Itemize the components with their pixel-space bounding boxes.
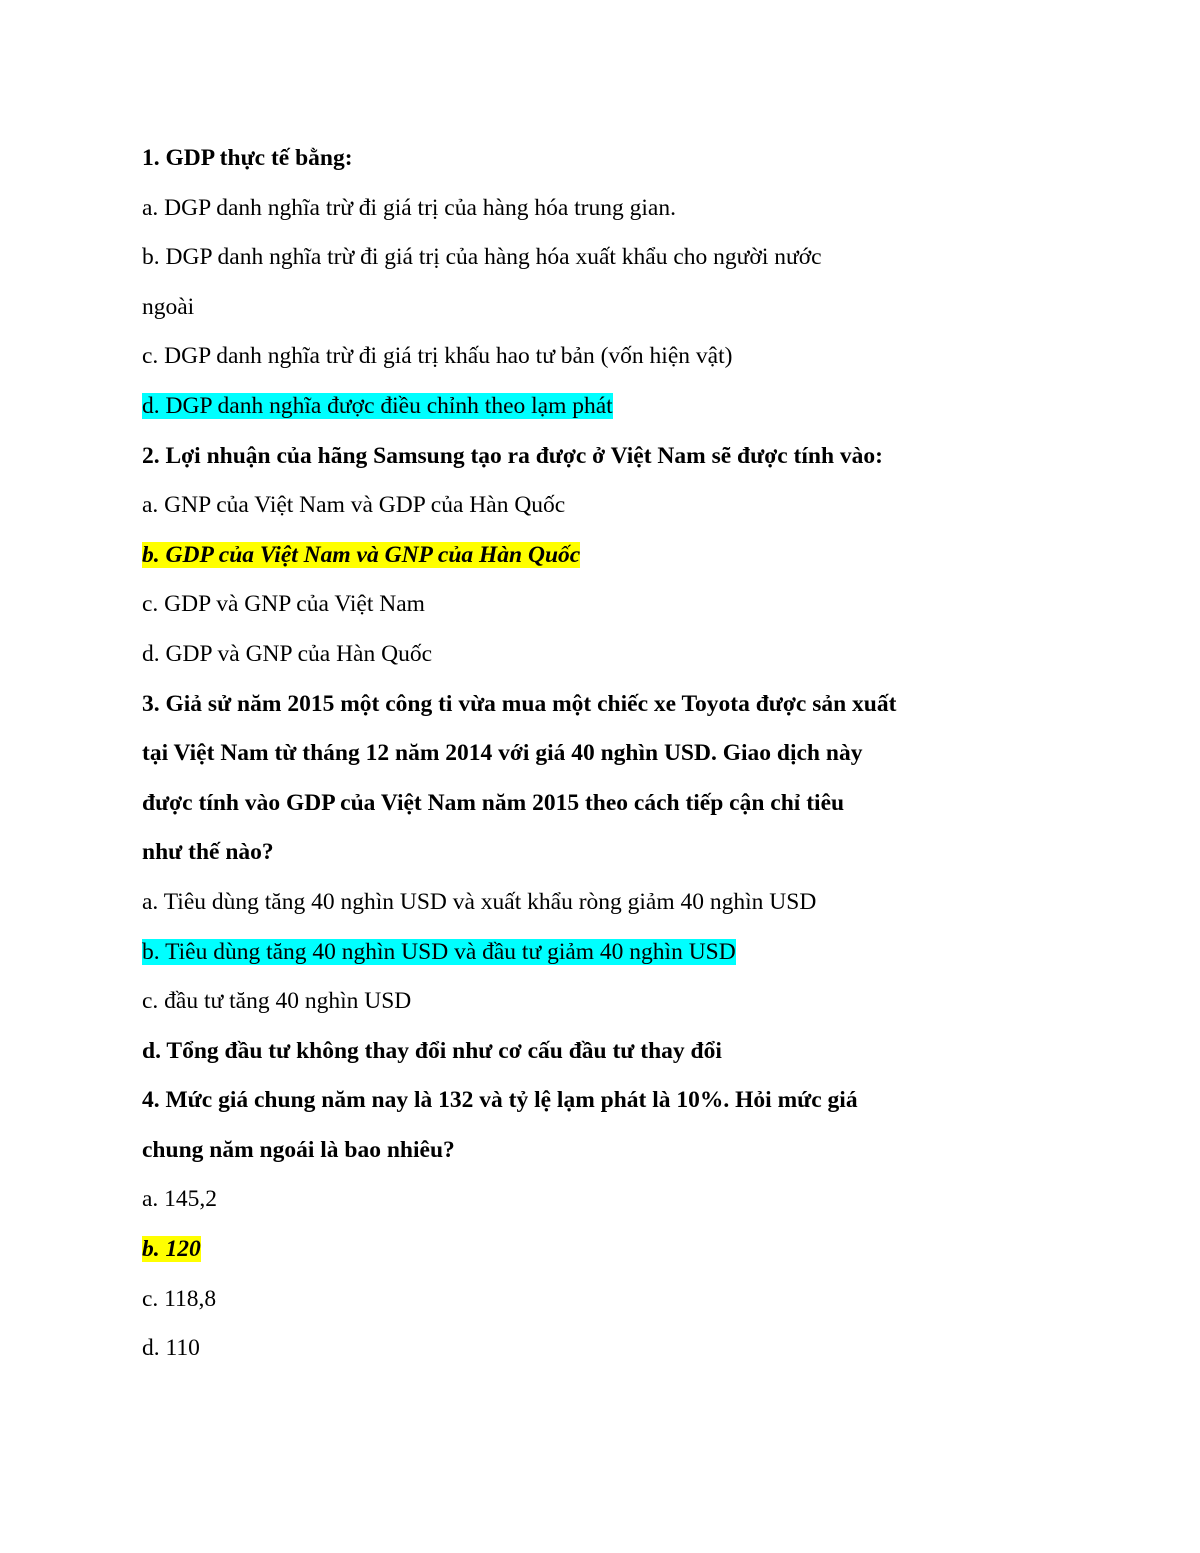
question-3-text-line-1: 3. Giả sử năm 2015 một công ti vừa mua một chiếc xe Toyota được sản xuất <box>142 690 897 717</box>
question-3-option-a: a. Tiêu dùng tăng 40 nghìn USD và xuất khẩu ròng giảm 40 nghìn USD <box>142 888 817 915</box>
answer-highlight: b. GDP của Việt Nam và GNP của Hàn Quốc <box>142 541 581 568</box>
question-1-option-c: c. DGP danh nghĩa trừ đi giá trị khấu hao tư bản (vốn hiện vật) <box>142 343 733 370</box>
question-2-text: 2. Lợi nhuận của hãng Samsung tạo ra được ở Việt Nam sẽ được tính vào: <box>142 442 883 469</box>
question-1-option-b-continued: ngoài <box>142 293 195 320</box>
question-4-option-b-answer <box>142 1225 1082 1275</box>
question-2-option-d: d. GDP và GNP của Hàn Quốc <box>142 640 432 667</box>
question-1-option-b: b. DGP danh nghĩa trừ đi giá trị của hàng hóa xuất khẩu cho người nước <box>142 244 822 271</box>
question-3-text-line-4: như thế nào? <box>142 839 274 866</box>
question-4-option-d: d. 110 <box>142 1335 200 1362</box>
answer-highlight: b. 120 <box>142 1236 201 1263</box>
question-4-text-line-2: chung năm ngoái là bao nhiêu? <box>142 1136 455 1163</box>
question-4-option-c: c. 118,8 <box>142 1285 217 1312</box>
question-1-text: 1. GDP thực tế bằng: <box>142 145 353 171</box>
question-3-option-d: d. Tổng đầu tư không thay đổi như cơ cấu đầu tư thay đổi <box>142 1037 722 1064</box>
question-1-option-d-answer <box>142 382 1082 432</box>
question-2-option-b-answer <box>142 531 1082 581</box>
answer-highlight: b. Tiêu dùng tăng 40 nghìn USD và đầu tư giảm 40 nghìn USD <box>142 938 736 965</box>
question-3-option-c: c. đầu tư tăng 40 nghìn USD <box>142 988 412 1015</box>
document-body <box>142 134 1082 1374</box>
answer-highlight: d. DGP danh nghĩa được điều chỉnh theo lạm phát <box>142 392 613 419</box>
question-4-option-a: a. 145,2 <box>142 1186 218 1213</box>
question-2-option-a: a. GNP của Việt Nam và GDP của Hàn Quốc <box>142 492 566 519</box>
question-3-text-line-2: tại Việt Nam từ tháng 12 năm 2014 với giá 40 nghìn USD. Giao dịch này <box>142 740 863 767</box>
question-2-option-c: c. GDP và GNP của Việt Nam <box>142 591 425 618</box>
question-4-text-line-1: 4. Mức giá chung năm nay là 132 và tỷ lệ lạm phát là 10%. Hỏi mức giá <box>142 1087 858 1114</box>
question-3-option-b-answer <box>142 928 1082 978</box>
question-3-text-line-3: được tính vào GDP của Việt Nam năm 2015 theo cách tiếp cận chỉ tiêu <box>142 789 845 816</box>
question-1-option-a: a. DGP danh nghĩa trừ đi giá trị của hàng hóa trung gian. <box>142 194 676 221</box>
